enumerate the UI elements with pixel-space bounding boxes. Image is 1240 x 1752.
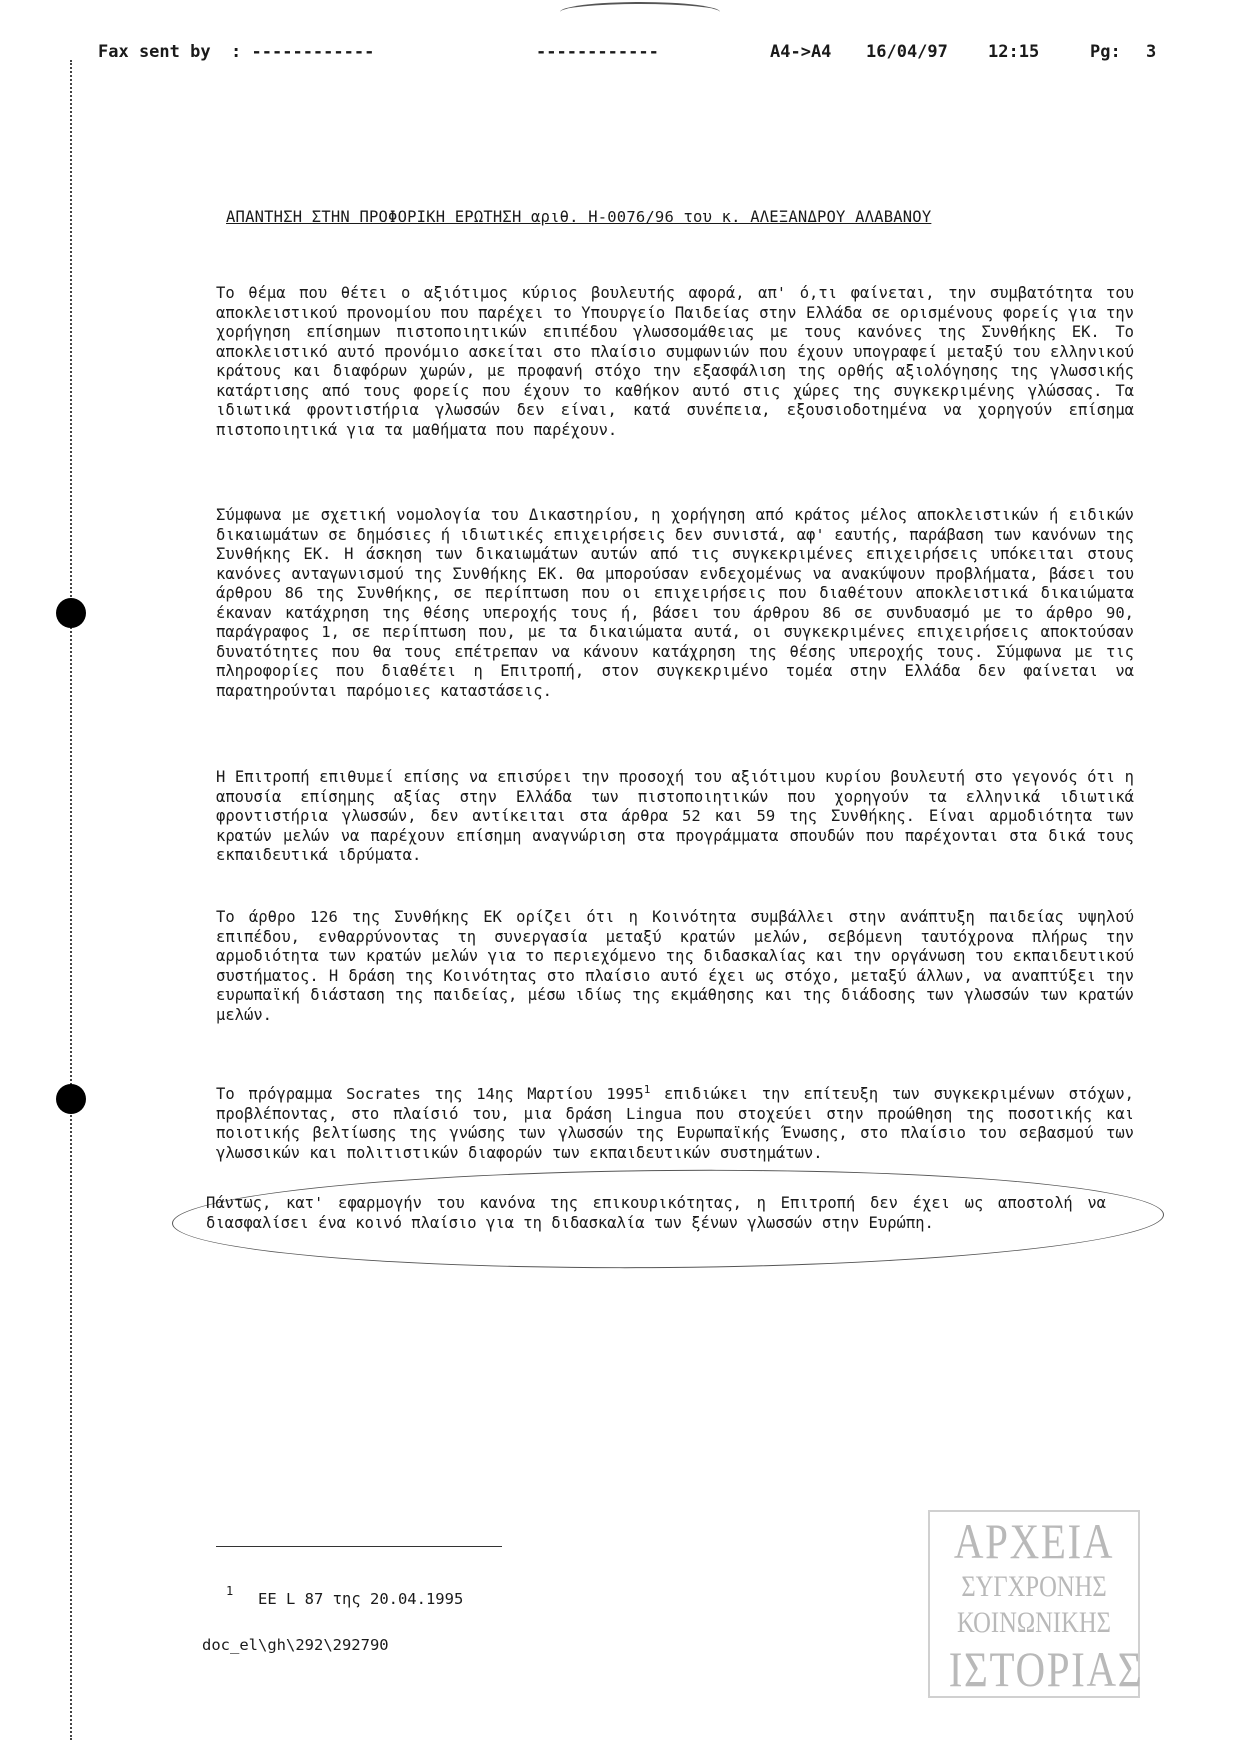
paragraph-5 — [216, 1080, 1134, 1163]
paragraph-5-start: Το πρόγραμμα Socrates της 14ης Μαρτίου 1995 — [216, 1085, 644, 1104]
paragraph-2: Σύμφωνα με σχετική νομολογία του Δικαστηρίου, η χορήγηση από κράτος μέλος αποκλειστικών ή ειδικών δικαιωμάτων σε δημόσιες ή ιδιωτικές επιχειρήσεις δεν συνιστά, αφ' εαυτής, παράβαση των κανόνων της Συνθήκης ΕΚ. Η άσκηση των δικαιωμάτων αυτών από τις συγκεκριμένες επιχειρήσεις υπόκειται στους κανόνες ανταγωνισμού της Συνθήκης ΕΚ. Θα μπορούσαν ενδεχομένως να ανακύψουν προβλήματα, βάσει του άρθρου 86 της Συνθήκης, σε περίπτωση που οι επιχειρήσεις που διαθέτουν αποκλειστικά δικαιώματα έκαναν κατάχρηση της θέσης υπεροχής τους ή, βάσει του άρθρου 86 σε συνδυασμό με το άρθρο 90, παράγραφος 1, σε περίπτωση που, με τα δικαιώματα αυτά, οι συγκεκριμένες επιχειρήσεις αποκτούσαν δυνατότητες που θα τους επέτρεπαν να κάνουν κατάχρηση της θέσης υπεροχής τους. Σύμφωνα με τις πληροφορίες που διαθέτει η Επιτροπή, στον συγκεκριμένο τομέα στην Ελλάδα δεν φαίνεται να παρατηρούνται παρόμοιες καταστάσεις. — [216, 506, 1134, 700]
footnote-mark: 1 — [226, 1584, 234, 1598]
paragraph-3: Η Επιτροπή επιθυμεί επίσης να επισύρει την προσοχή του αξιότιμου κυρίου βουλευτή στο γεγονός ότι η απουσία επίσημης αξίας στην Ελλάδα των πιστοποιητικών που χορηγούν τα ελληνικά ιδιωτικά φροντιστήρια γλωσσών, δεν αντίκειται στα άρθρα 52 και 59 της Συνθήκης. Είναι αρμοδιότητα των κρατών μελών να παρέχουν επίσημη αναγνώριση στα προγράμματα σπουδών που παρέχονται στα δικά τους εκπαιδευτικά ιδρύματα. — [216, 768, 1134, 864]
paragraph-1: Το θέμα που θέτει ο αξιότιμος κύριος βουλευτής αφορά, απ' ό,τι φαίνεται, την συμβατότητα του αποκλειστικού προνομίου που παρέχει το Υπουργείο Παιδείας στην Ελλάδα σε ορισμένους φορείς για την χορήγηση επίσημων πιστοποιητικών επιπέδου γλωσσομάθειας με τους κανόνες της Συνθήκης ΕΚ. Το αποκλειστικό αυτό προνόμιο ασκείται στο πλαίσιο συμφωνιών που έχουν υπογραφεί μεταξύ του ελληνικού κράτους και διαφόρων χωρών, με προφανή στόχο την εξασφάλιση της ορθής αξιολόγησης της γλωσσικής κατάρτισης από τους φορείς που έχουν το καθήκον αυτό στις χώρες της συγκεκριμένης γλώσσας. Τα ιδιωτικά φροντιστήρια γλωσσών δεν είναι, κατά συνέπεια, εξουσιοδοτημένα να χορηγούν επίσημα πιστοποιητικά για τα μαθήματα που παρέχουν. — [216, 284, 1134, 439]
paragraph-5-rest: επιδιώκει την επίτευξη των συγκεκριμένων στόχων, προβλέποντας, στο πλαίσιό του, μια δράση Lingua που στοχεύει στην προώθηση της ποσοτικής και ποιοτικής βελτίωσης της γνώσης των γλωσσών της Ευρωπαϊκής Ένωσης, στο πλαίσιο του σεβασμού των γλωσσικών και πολιτιστικών διαφορών των εκπαιδευτικών συστημάτων. — [216, 1085, 1134, 1162]
document-title: ΑΠΑΝΤΗΣΗ ΣΤΗΝ ΠΡΟΦΟΡΙΚΗ ΕΡΩΤΗΣΗ αριθ. Η-0076/96 του κ. ΑΛΕΞΑΝΔΡΟΥ ΑΛΑΒΑΝΟΥ — [226, 208, 932, 226]
punch-hole-bottom — [56, 1084, 86, 1114]
punch-hole-top — [56, 598, 86, 628]
fax-time: 12:15 — [988, 42, 1040, 62]
stamp-line-2: ΣΥΓΧΡΟΝΗΣ — [961, 1570, 1107, 1603]
scan-left-edge — [70, 60, 78, 1740]
paragraph-4: Το άρθρο 126 της Συνθήκης ΕΚ ορίζει ότι η Κοινότητα συμβάλλει στην ανάπτυξη παιδείας υψηλού επιπέδου, ενθαρρύνοντας τη συνεργασία μεταξύ κρατών μελών, σεβόμενη ταυτόχρονα πλήρως την αρμοδιότητα των κρατών μελών για το περιεχόμενο της διδασκαλίας και την οργάνωση του εκπαιδευτικού συστήματος. Η δράση της Κοινότητας στο πλαίσιο αυτό έχει ως στόχο, μεταξύ άλλων, να αναπτύξει την ευρωπαϊκή διάσταση της παιδείας, μέσω ιδίως της εκμάθησης και της διάδοσης των γλωσσών των κρατών μελών. — [216, 908, 1134, 1024]
paragraph-6-circled: Πάντως, κατ' εφαρμογήν του κανόνα της επικουρικότητας, η Επιτροπή δεν έχει ως αποστολή να διασφαλίσει ένα κοινό πλαίσιο για τη διδασκαλία των ξένων γλωσσών στην Ευρώπη. — [206, 1194, 1106, 1232]
fax-sent-by: Fax sent by : ------------ — [98, 42, 375, 62]
fax-page-number: 3 — [1146, 42, 1157, 62]
fax-dashes: ------------ — [536, 42, 659, 62]
footnote-text: EE L 87 της 20.04.1995 — [258, 1590, 464, 1608]
document-reference: doc_el\gh\292\292790 — [202, 1636, 389, 1654]
footnote-ref: 1 — [643, 1083, 651, 1096]
fax-date: 16/04/97 — [866, 42, 948, 62]
fax-header — [98, 42, 1178, 68]
footnote-divider — [216, 1546, 502, 1547]
stamp-line-1: ΑΡΧΕΙΑ — [953, 1513, 1115, 1569]
stamp-line-4: ΙΣΤΟΡΙΑΣ — [948, 1641, 1144, 1697]
fax-route: A4->A4 — [770, 42, 832, 62]
stamp-line-3: ΚΟΙΝΩΝΙΚΗΣ — [957, 1606, 1111, 1639]
scan-artifact-curve — [560, 2, 720, 22]
archive-stamp — [928, 1510, 1144, 1698]
fax-page-label: Pg: — [1090, 42, 1121, 62]
